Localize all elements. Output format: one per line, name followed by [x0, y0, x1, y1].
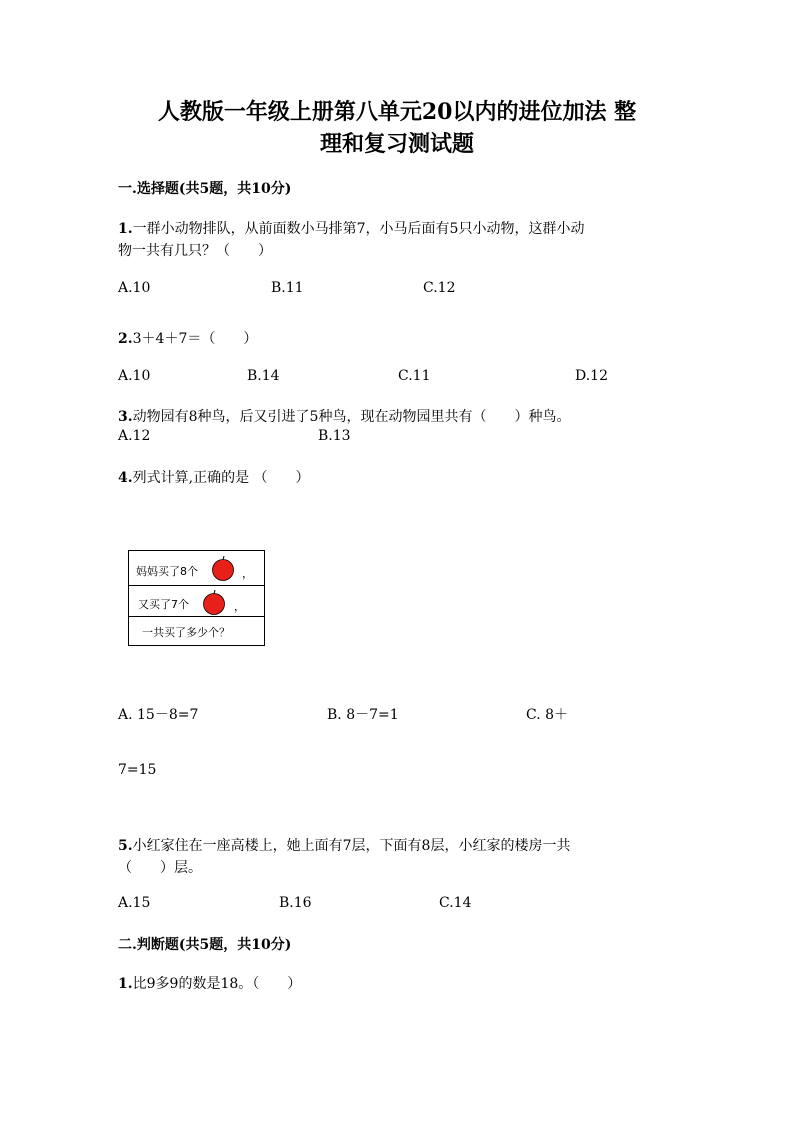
figure-row-1 — [129, 551, 264, 586]
page-title-line1: 人教版一年级上册第八单元20以内的进位加法 整 — [157, 99, 637, 125]
question-number: 1. — [118, 221, 133, 237]
question-number: 1. — [118, 976, 133, 992]
question-5-line2: （ ）层。 — [118, 860, 202, 876]
figure-comma: ， — [234, 600, 245, 613]
judgement-question-1 — [118, 973, 301, 993]
page-title-line2: 理和复习测试题 — [319, 131, 474, 157]
q1-option-b[interactable]: B.11 — [271, 280, 304, 296]
q4-option-a[interactable]: A. 15－8=7 — [118, 707, 199, 723]
question-text: 动物园有8种鸟，后又引进了5种鸟，现在动物园里共有（ ）种鸟。 — [132, 409, 571, 425]
question-text: 一群小动物排队，从前面数小马排第7，小马后面有5只小动物，这群小动 — [132, 221, 585, 237]
question-number: 5. — [118, 838, 133, 854]
question-4-line1 — [118, 467, 310, 487]
question-text: 列式计算,正确的是 （ ） — [132, 470, 310, 486]
q5-option-a[interactable]: A.15 — [118, 895, 151, 911]
q3-option-a[interactable]: A.12 — [118, 428, 151, 444]
figure-row-1-text: 妈妈买了8个 — [136, 565, 198, 578]
apple-problem-figure — [128, 550, 265, 646]
q4-option-b[interactable]: B. 8－7=1 — [327, 707, 399, 723]
q1-option-a[interactable]: A.10 — [118, 280, 151, 296]
section-heading-judgement: 二.判断题(共5题，共10分) — [118, 937, 292, 953]
question-1-line1 — [118, 218, 584, 238]
question-number: 2. — [118, 331, 133, 347]
figure-row-3 — [129, 617, 264, 645]
q5-option-c[interactable]: C.14 — [439, 895, 472, 911]
q3-option-b[interactable]: B.13 — [318, 428, 351, 444]
q4-option-c[interactable]: C. 8＋ — [526, 707, 569, 723]
question-text: 小红家住在一座高楼上，她上面有7层，下面有8层，小红家的楼房一共 — [132, 838, 571, 854]
apple-icon — [202, 589, 226, 615]
q2-option-d[interactable]: D.12 — [575, 368, 608, 384]
question-5-line1 — [118, 835, 570, 855]
q5-option-b[interactable]: B.16 — [279, 895, 312, 911]
q2-option-b[interactable]: B.14 — [247, 368, 280, 384]
figure-row-2 — [129, 586, 264, 617]
question-3-line1 — [118, 406, 570, 426]
figure-row-3-text: 一共买了多少个？ — [142, 626, 230, 639]
question-number: 3. — [118, 409, 133, 425]
question-number: 4. — [118, 470, 133, 486]
q2-option-c[interactable]: C.11 — [398, 368, 431, 384]
q4-option-c-continued: 7=15 — [118, 762, 157, 778]
question-text: 比9多9的数是18。（ ） — [132, 976, 302, 992]
question-text: 3＋4＋7＝（ ） — [132, 331, 258, 347]
question-1-line2: 物一共有几只？（ ） — [118, 243, 272, 259]
apple-icon — [211, 555, 235, 581]
figure-comma: ， — [242, 567, 253, 580]
section-heading-choice: 一.选择题(共5题，共10分) — [118, 181, 292, 197]
q2-option-a[interactable]: A.10 — [118, 368, 151, 384]
q1-option-c[interactable]: C.12 — [423, 280, 456, 296]
figure-row-2-text: 又买了7个 — [138, 598, 189, 611]
question-2-line1 — [118, 328, 257, 348]
